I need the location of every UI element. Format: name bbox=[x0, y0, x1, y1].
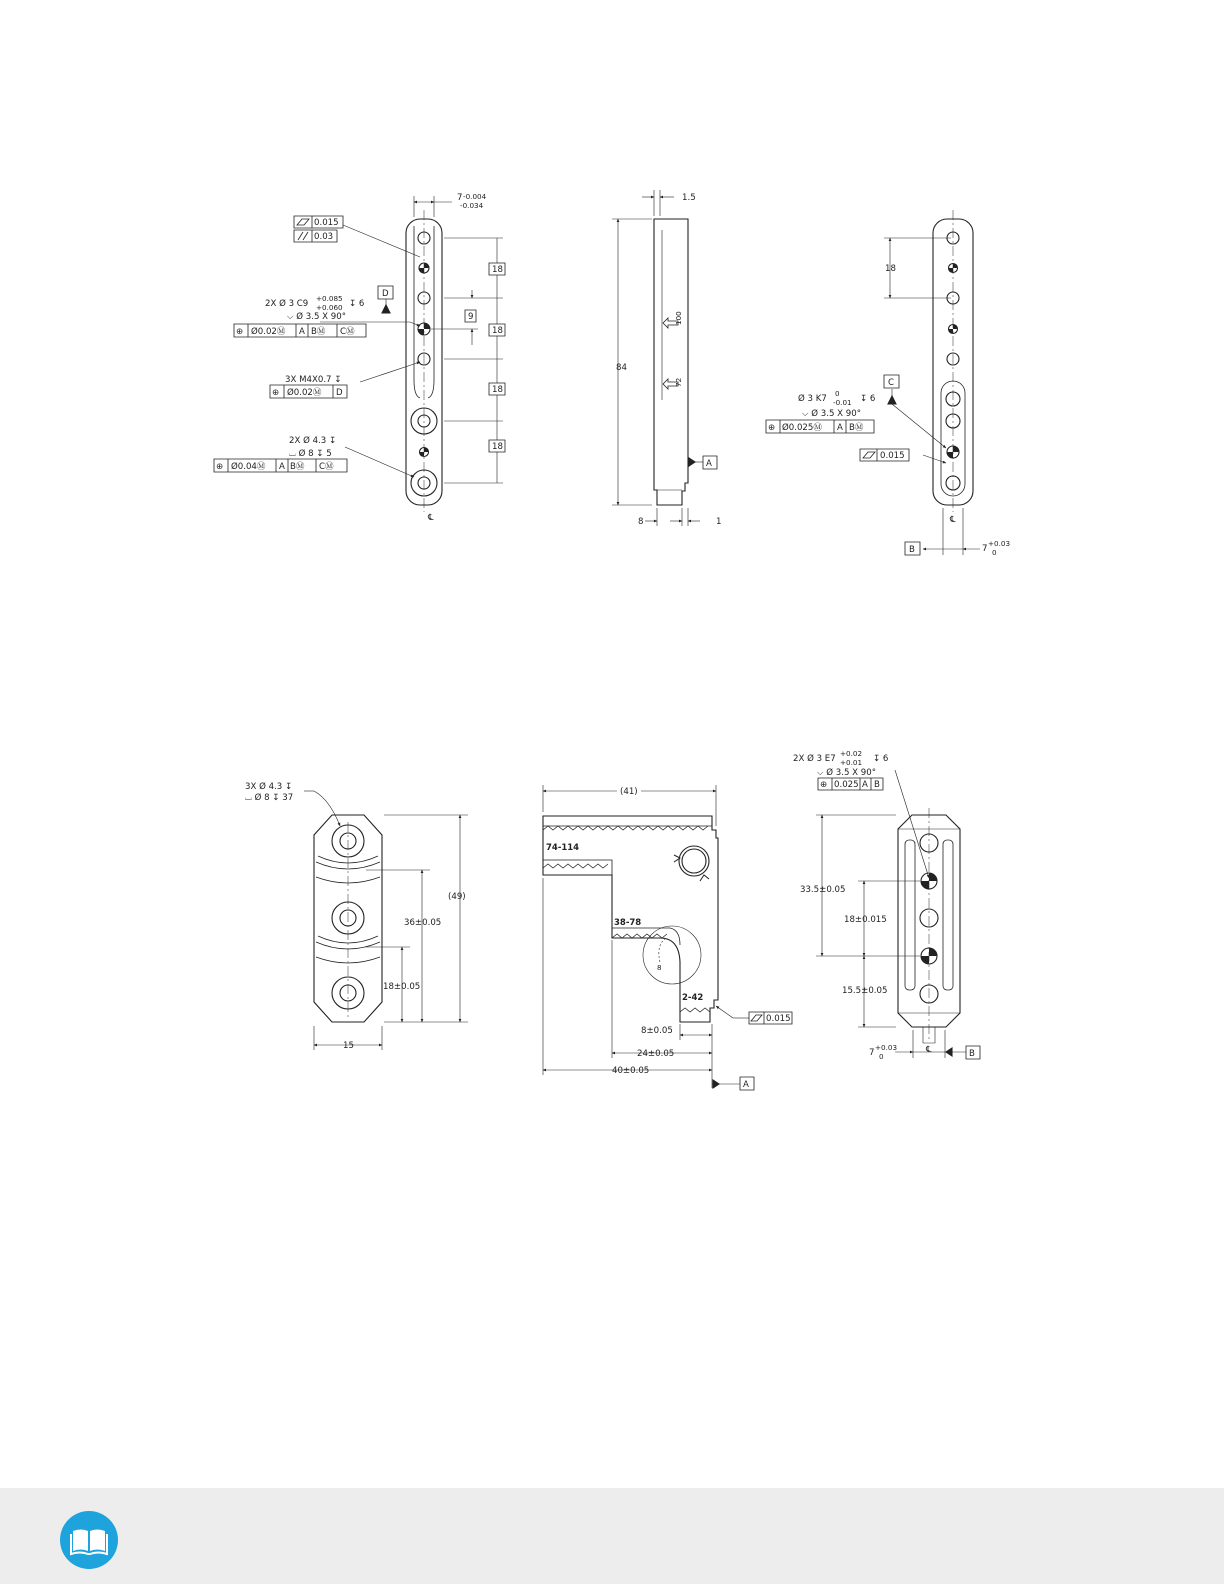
dim-18: 18±0.05 bbox=[383, 982, 421, 992]
holes-43-note: 2X Ø 4.3 ↧ bbox=[289, 436, 337, 446]
holes-2x-csk: ⌵ Ø 3.5 X 90° bbox=[287, 312, 346, 322]
bottom-right-annotations bbox=[793, 749, 980, 1061]
svg-text:⊕: ⊕ bbox=[236, 327, 244, 337]
flatness-fcf bbox=[294, 216, 343, 228]
hole-tol-lower: -0.01 bbox=[833, 398, 852, 407]
svg-text:A: A bbox=[862, 780, 868, 790]
holes-43-fcf bbox=[214, 459, 347, 472]
holes-tol-upper: +0.02 bbox=[840, 749, 863, 758]
hole-fcf bbox=[766, 420, 874, 433]
pitch-dim-1 bbox=[489, 263, 505, 275]
engrave-2: 72 bbox=[674, 377, 683, 387]
bottom-right-view bbox=[816, 770, 966, 1058]
dim-bottom-left: 8 bbox=[638, 517, 644, 527]
svg-text:18: 18 bbox=[492, 265, 503, 275]
dim-18: 18±0.015 bbox=[844, 915, 887, 925]
top-middle-annotations bbox=[616, 193, 721, 527]
holes-2x-tol-lower: +0.060 bbox=[316, 303, 343, 312]
holes-fcf bbox=[818, 778, 883, 790]
hole-depth: ↧ 6 bbox=[860, 394, 876, 404]
range-2: 38-78 bbox=[614, 918, 642, 928]
side-profile bbox=[654, 219, 688, 505]
width-tol-upper: +0.03 bbox=[875, 1043, 898, 1052]
holes-2x-tol-upper: +0.085 bbox=[316, 294, 343, 303]
holes-43-cbore: ⌴ Ø 8 ↧ 5 bbox=[289, 449, 332, 459]
range-3: 2-42 bbox=[682, 993, 704, 1003]
datum-a-bottom bbox=[740, 1077, 754, 1090]
svg-text:BⓂ: BⓂ bbox=[290, 462, 305, 472]
svg-text:B: B bbox=[969, 1049, 975, 1059]
holes-2x-depth: ↧ 6 bbox=[349, 299, 365, 309]
pitch-dim-2 bbox=[489, 324, 505, 336]
svg-text:⊕: ⊕ bbox=[768, 423, 776, 433]
engrave-1: 100 bbox=[674, 311, 683, 325]
book-icon[interactable] bbox=[60, 1511, 118, 1569]
top-middle-view bbox=[612, 190, 703, 526]
pitch-dim-4 bbox=[489, 440, 505, 452]
svg-text:C: C bbox=[888, 378, 895, 388]
svg-text:BⓂ: BⓂ bbox=[849, 423, 864, 433]
radius: 8 bbox=[657, 963, 662, 972]
hole-prefix: Ø 3 K7 bbox=[798, 394, 827, 404]
hole-tol-upper: 0 bbox=[835, 389, 840, 398]
bottom-left-view bbox=[304, 791, 468, 1050]
svg-text:B: B bbox=[874, 780, 880, 790]
svg-text:A: A bbox=[299, 327, 305, 337]
svg-text:A: A bbox=[279, 462, 285, 472]
datum-a bbox=[703, 456, 717, 469]
holes-tol-lower: +0.01 bbox=[840, 758, 863, 767]
range-1: 74-114 bbox=[546, 843, 580, 853]
centerline-symbol: ℄ bbox=[428, 513, 434, 523]
top-right-view bbox=[884, 210, 980, 555]
m4-note: 3X M4X0.7 ↧ bbox=[285, 375, 342, 385]
svg-text:CⓂ: CⓂ bbox=[340, 327, 355, 337]
svg-text:BⓂ: BⓂ bbox=[311, 327, 326, 337]
dim-top: (41) bbox=[620, 787, 638, 797]
holes-prefix: 2X Ø 3 E7 bbox=[793, 754, 836, 764]
centerline-symbol: ℄ bbox=[926, 1045, 932, 1055]
dim-8: 8±0.05 bbox=[641, 1026, 673, 1036]
top-left-annotations bbox=[214, 192, 505, 523]
width-dim: 7 bbox=[457, 193, 463, 203]
datum-c bbox=[884, 375, 899, 388]
holes-2x-prefix: 2X Ø 3 C9 bbox=[265, 299, 309, 309]
dim-width: 15 bbox=[343, 1041, 354, 1051]
bottom-middle-view bbox=[543, 785, 749, 1088]
centerline-symbol: ℄ bbox=[950, 515, 956, 525]
svg-text:18: 18 bbox=[492, 385, 503, 395]
cbore-note: ⌴ Ø 8 ↧ 37 bbox=[245, 793, 294, 803]
svg-text:0.015: 0.015 bbox=[314, 218, 339, 228]
dim-40: 40±0.05 bbox=[612, 1066, 650, 1076]
svg-text:Ø0.04Ⓜ: Ø0.04Ⓜ bbox=[231, 462, 266, 472]
width-tol-lower: -0.034 bbox=[460, 201, 484, 210]
svg-text:0.015: 0.015 bbox=[766, 1014, 791, 1024]
svg-text:D: D bbox=[382, 289, 389, 299]
pitch-dim: 18 bbox=[885, 264, 896, 274]
width-tol-upper: +0.03 bbox=[988, 539, 1011, 548]
hole-csk: ⌵ Ø 3.5 X 90° bbox=[802, 409, 861, 419]
svg-text:A: A bbox=[706, 459, 712, 469]
svg-text:D: D bbox=[336, 388, 343, 398]
holes-note: 3X Ø 4.3 ↧ bbox=[245, 782, 293, 792]
svg-text:Ø0.02Ⓜ: Ø0.02Ⓜ bbox=[287, 388, 322, 398]
datum-d bbox=[378, 286, 393, 299]
flatness-fcf-bottom bbox=[749, 1012, 792, 1024]
svg-text:⊕: ⊕ bbox=[272, 388, 280, 398]
width-dim: 7 bbox=[869, 1048, 875, 1058]
dim-height: 84 bbox=[616, 363, 627, 373]
svg-text:18: 18 bbox=[492, 326, 503, 336]
svg-text:⊕: ⊕ bbox=[216, 462, 224, 472]
width-tol-upper: -0.004 bbox=[463, 192, 487, 201]
dim-36: 36±0.05 bbox=[404, 918, 442, 928]
svg-text:0.03: 0.03 bbox=[314, 232, 334, 242]
parallelism-fcf bbox=[294, 230, 337, 242]
svg-text:Ø0.025Ⓜ: Ø0.025Ⓜ bbox=[782, 423, 822, 433]
svg-text:A: A bbox=[837, 423, 843, 433]
svg-text:A: A bbox=[743, 1080, 749, 1090]
dim-24: 24±0.05 bbox=[637, 1049, 675, 1059]
svg-text:B: B bbox=[909, 545, 915, 555]
width-tol-lower: 0 bbox=[879, 1052, 884, 1061]
datum-b bbox=[905, 542, 920, 555]
holes-depth: ↧ 6 bbox=[873, 754, 889, 764]
top-left-view bbox=[320, 196, 503, 512]
width-dim: 7 bbox=[982, 544, 988, 554]
m4-fcf bbox=[270, 385, 347, 398]
holes-csk: ⌵ Ø 3.5 X 90° bbox=[817, 768, 876, 778]
svg-text:⊕: ⊕ bbox=[820, 780, 828, 790]
dim-335: 33.5±0.05 bbox=[800, 885, 846, 895]
pitch-dim-3 bbox=[489, 383, 505, 395]
dim-155: 15.5±0.05 bbox=[842, 986, 888, 996]
datum-b-bottom bbox=[966, 1046, 980, 1059]
svg-text:0.015: 0.015 bbox=[880, 451, 905, 461]
dim-bottom-right: 1 bbox=[716, 517, 722, 527]
width-tol-lower: 0 bbox=[992, 548, 997, 557]
dim-overall: (49) bbox=[448, 892, 466, 902]
page-footer bbox=[0, 1488, 1224, 1584]
svg-text:CⓂ: CⓂ bbox=[319, 462, 334, 472]
dim-9-box bbox=[465, 310, 476, 322]
svg-text:9: 9 bbox=[468, 312, 474, 322]
svg-text:Ø0.02Ⓜ: Ø0.02Ⓜ bbox=[251, 327, 286, 337]
svg-text:18: 18 bbox=[492, 442, 503, 452]
dim-top: 1.5 bbox=[682, 193, 696, 203]
holes-2x-fcf bbox=[234, 324, 366, 337]
svg-text:0.025: 0.025 bbox=[834, 780, 859, 790]
bottom-middle-annotations bbox=[546, 785, 792, 1090]
flatness-fcf-right bbox=[860, 449, 909, 461]
